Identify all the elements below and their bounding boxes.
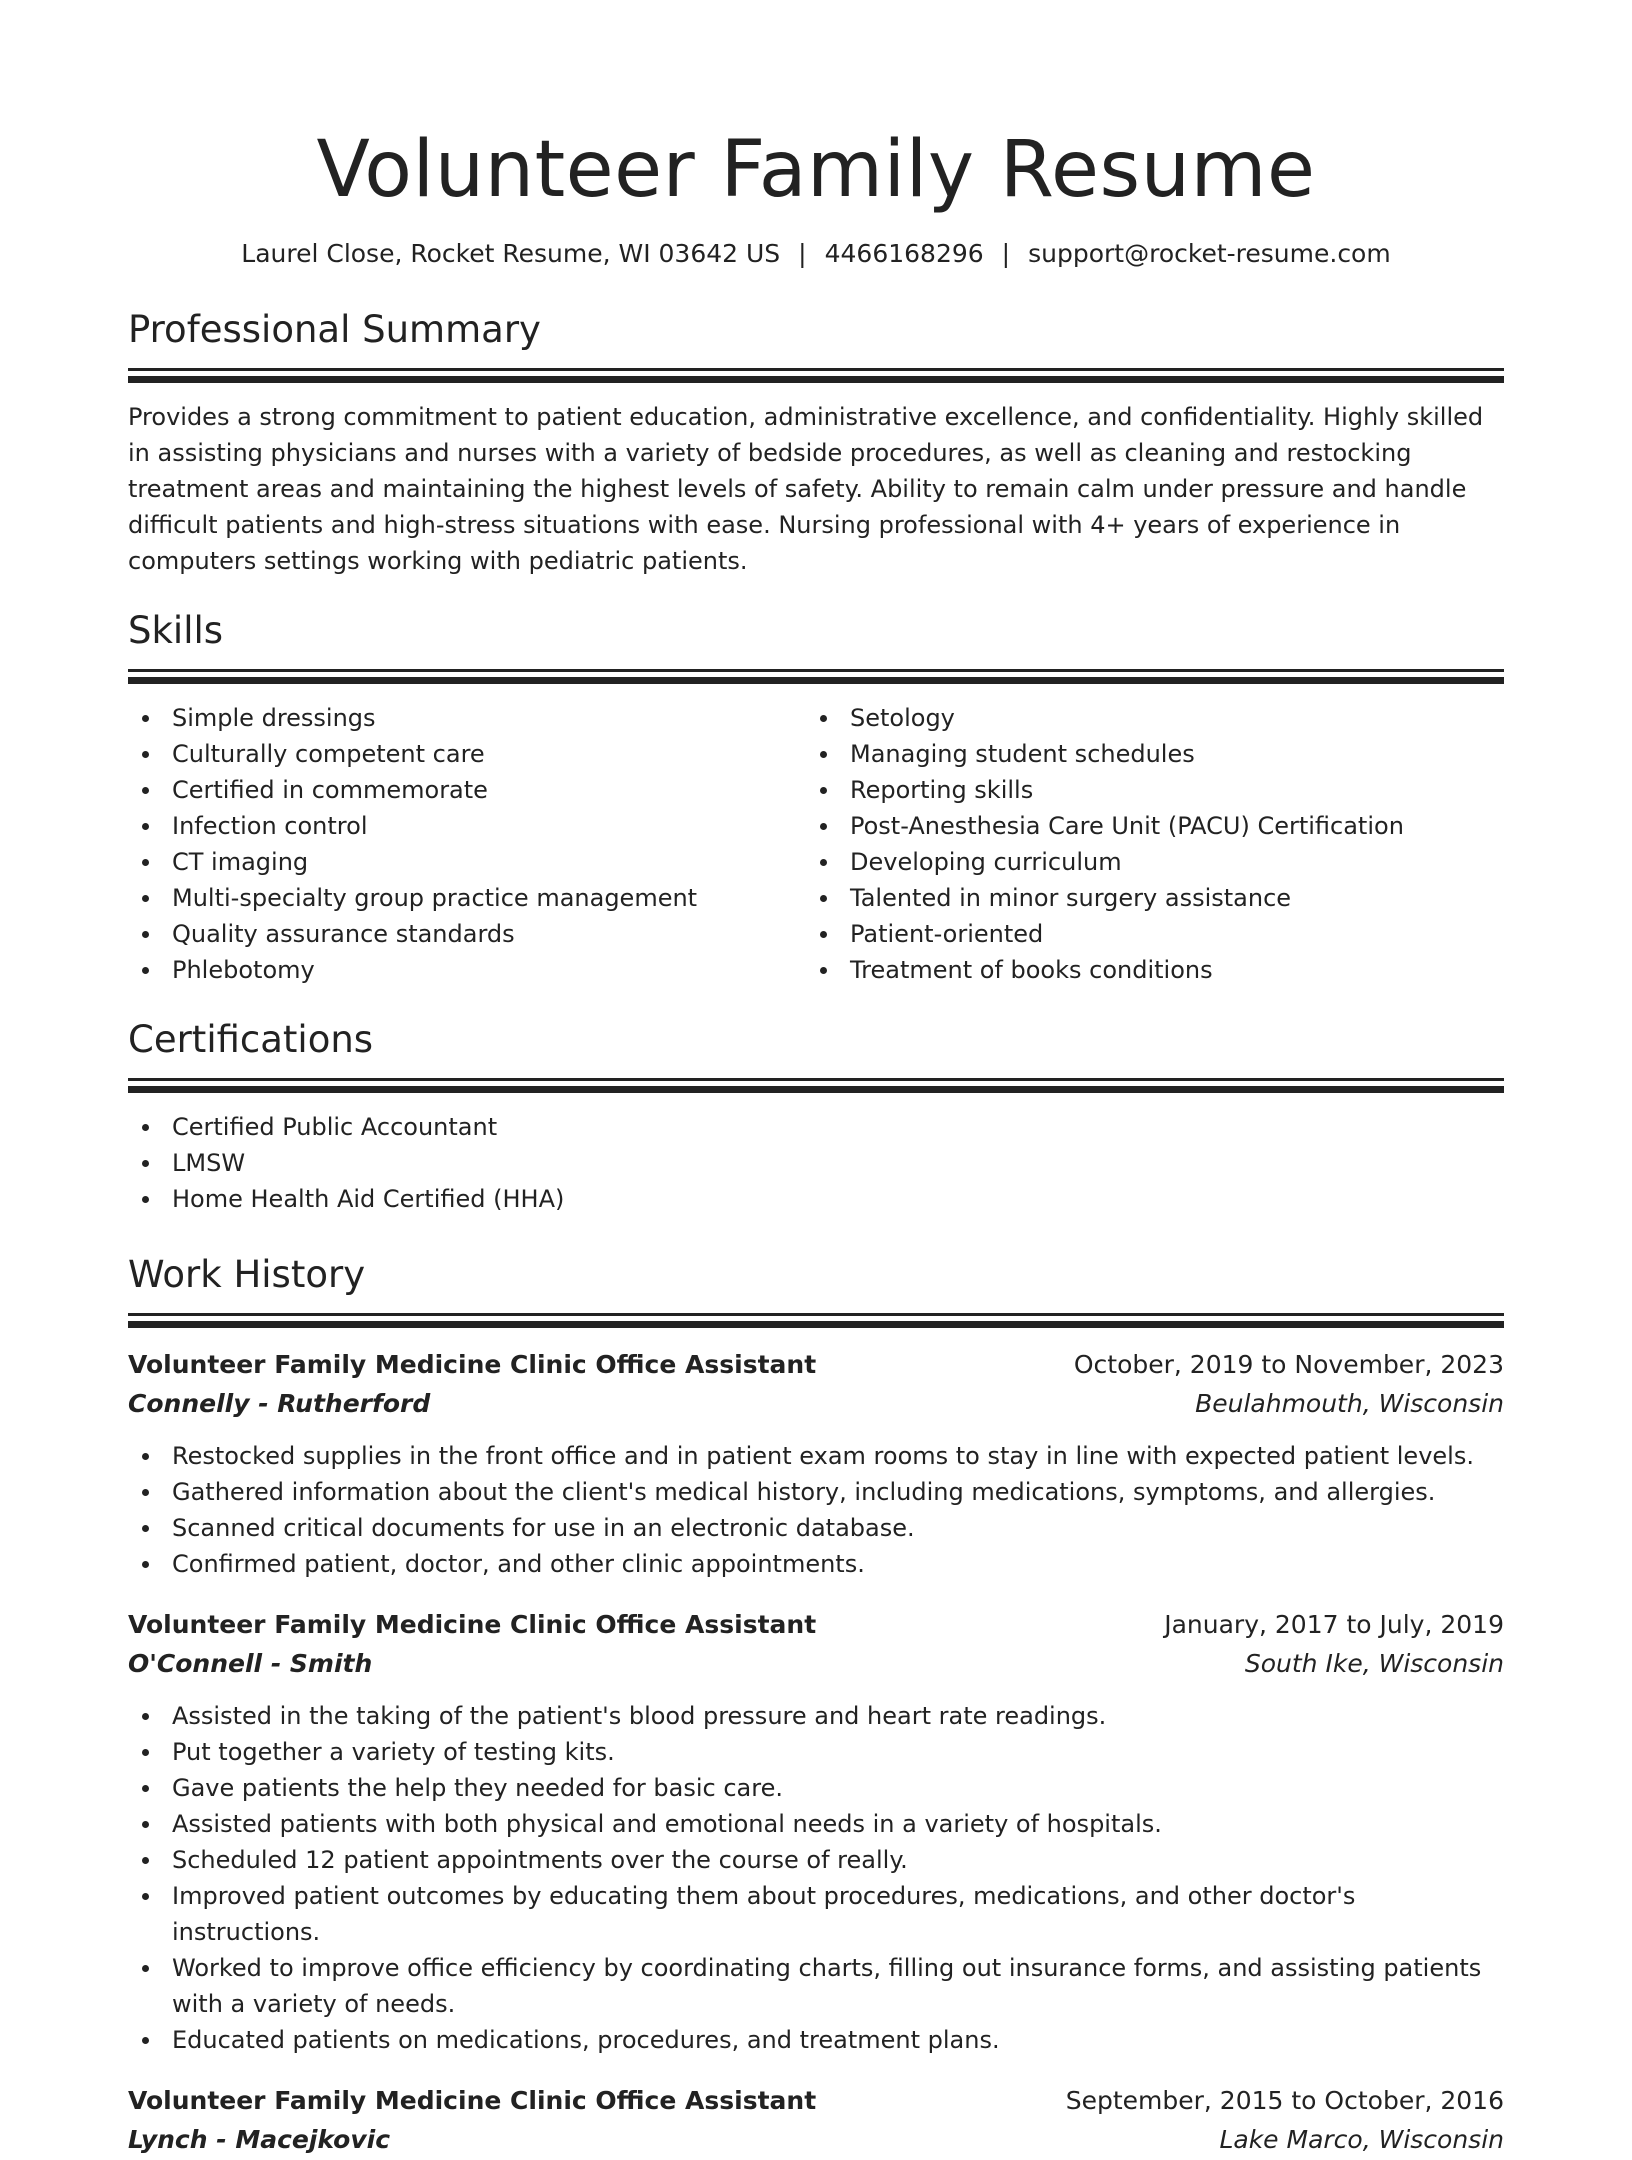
contact-email[interactable]: support@rocket-resume.com [1028, 239, 1391, 268]
job-bullet: Put together a variety of testing kits. [128, 1734, 1504, 1770]
section-divider [128, 1078, 1504, 1081]
job-bullets [128, 1698, 1504, 2058]
skill-item: Simple dressings [128, 700, 806, 736]
contact-line [128, 238, 1504, 270]
skill-item: Multi-specialty group practice management [128, 880, 806, 916]
skill-item: Infection control [128, 808, 806, 844]
job-bullet: Confirmed patient, doctor, and other clinic appointments. [128, 1546, 1504, 1582]
work-history-section [128, 1253, 1504, 2160]
job-header [128, 2082, 1504, 2120]
section-divider-thick [128, 677, 1504, 684]
resume-page [128, 0, 1504, 2160]
section-title-certifications: Certifications [128, 1018, 374, 1061]
job-bullet: Assisted patients with both physical and emotional needs in a variety of hospitals. [128, 1806, 1504, 1842]
job-header [128, 1346, 1504, 1384]
job-entry [128, 2082, 1504, 2160]
job-company: Lynch - Macejkovic [128, 2125, 391, 2154]
section-divider [128, 1313, 1504, 1316]
skill-item: Treatment of books conditions [806, 952, 1484, 988]
certification-item: Certified Public Accountant [128, 1109, 1504, 1145]
job-bullet: Worked to improve office efficiency by coordinating charts, filling out insurance forms, and assisting patients with a variety of needs. [128, 1950, 1504, 2022]
skills-section [128, 609, 1504, 988]
job-location: Beulahmouth, Wisconsin [1195, 1389, 1504, 1418]
job-dates: January, 2017 to July, 2019 [1164, 1610, 1504, 1639]
skill-item: Managing student schedules [806, 736, 1484, 772]
section-title-work-history: Work History [128, 1253, 366, 1296]
skill-item: Certified in commemorate [128, 772, 806, 808]
certifications-section [128, 1018, 1504, 1217]
resume-title: Volunteer Family Resume [316, 125, 1316, 215]
job-location: South Ike, Wisconsin [1244, 1649, 1504, 1678]
skill-item: Talented in minor surgery assistance [806, 880, 1484, 916]
job-title: Volunteer Family Medicine Clinic Office Assistant [128, 2086, 817, 2115]
job-entry [128, 1606, 1504, 2058]
skill-item: Quality assurance standards [128, 916, 806, 952]
section-divider-thick [128, 376, 1504, 383]
job-company: Connelly - Rutherford [128, 1389, 431, 1418]
contact-phone: 4466168296 [824, 239, 984, 268]
job-location: Lake Marco, Wisconsin [1219, 2125, 1504, 2154]
job-entry [128, 1346, 1504, 1582]
section-divider [128, 669, 1504, 672]
job-header [128, 1606, 1504, 1644]
job-bullet: Scheduled 12 patient appointments over the course of really. [128, 1842, 1504, 1878]
contact-separator: | [1001, 239, 1011, 268]
job-bullet: Educated patients on medications, procedures, and treatment plans. [128, 2022, 1504, 2058]
job-title: Volunteer Family Medicine Clinic Office Assistant [128, 1610, 817, 1639]
job-subheader [128, 2120, 1504, 2160]
summary-text: Provides a strong commitment to patient education, administrative excellence, and confidentiality. Highly skilled in assisting physicians and nurses with a variety of bedside procedures, as well as cleaning and restocking treatment areas and maintaining the highest levels of safety. Ability to remain calm under pressure and handle difficult patients and high-stress situations with ease. Nursing professional with 4+ years of experience in computers settings working with pediatric patients. [128, 403, 1484, 575]
section-title-skills: Skills [128, 609, 224, 652]
skills-list-right [806, 700, 1484, 988]
job-bullet: Gave patients the help they needed for basic care. [128, 1770, 1504, 1806]
section-divider [128, 368, 1504, 371]
skill-item: Developing curriculum [806, 844, 1484, 880]
section-divider-thick [128, 1086, 1504, 1093]
certification-item: LMSW [128, 1145, 1504, 1181]
job-dates: September, 2015 to October, 2016 [1065, 2086, 1504, 2115]
skill-item: Phlebotomy [128, 952, 806, 988]
section-divider-thick [128, 1321, 1504, 1328]
contact-separator: | [798, 239, 807, 268]
skill-item: Reporting skills [806, 772, 1484, 808]
contact-address: Laurel Close, Rocket Resume, WI 03642 US [241, 239, 781, 268]
certification-item: Home Health Aid Certified (HHA) [128, 1181, 1504, 1217]
skills-list-left [128, 700, 806, 988]
skill-item: Patient-oriented [806, 916, 1484, 952]
job-bullet: Gathered information about the client's medical history, including medications, symptoms, and allergies. [128, 1474, 1504, 1510]
job-dates: October, 2019 to November, 2023 [1073, 1350, 1504, 1379]
skill-item: Culturally competent care [128, 736, 806, 772]
job-company: O'Connell - Smith [128, 1649, 373, 1678]
skill-item: CT imaging [128, 844, 806, 880]
job-title: Volunteer Family Medicine Clinic Office Assistant [128, 1350, 817, 1379]
skills-columns [128, 700, 1504, 988]
section-title-summary: Professional Summary [128, 308, 541, 351]
job-bullet: Assisted in the taking of the patient's blood pressure and heart rate readings. [128, 1698, 1504, 1734]
job-subheader [128, 1384, 1504, 1424]
job-bullets [128, 1438, 1504, 1582]
job-bullet: Improved patient outcomes by educating them about procedures, medications, and other doctor's instructions. [128, 1878, 1504, 1950]
job-bullet: Scanned critical documents for use in an electronic database. [128, 1510, 1504, 1546]
skill-item: Post-Anesthesia Care Unit (PACU) Certification [806, 808, 1484, 844]
skill-item: Setology [806, 700, 1484, 736]
certifications-list [128, 1109, 1504, 1217]
job-subheader [128, 1644, 1504, 1684]
job-bullet: Restocked supplies in the front office and in patient exam rooms to stay in line with expected patient levels. [128, 1438, 1504, 1474]
summary-section [128, 308, 1504, 579]
